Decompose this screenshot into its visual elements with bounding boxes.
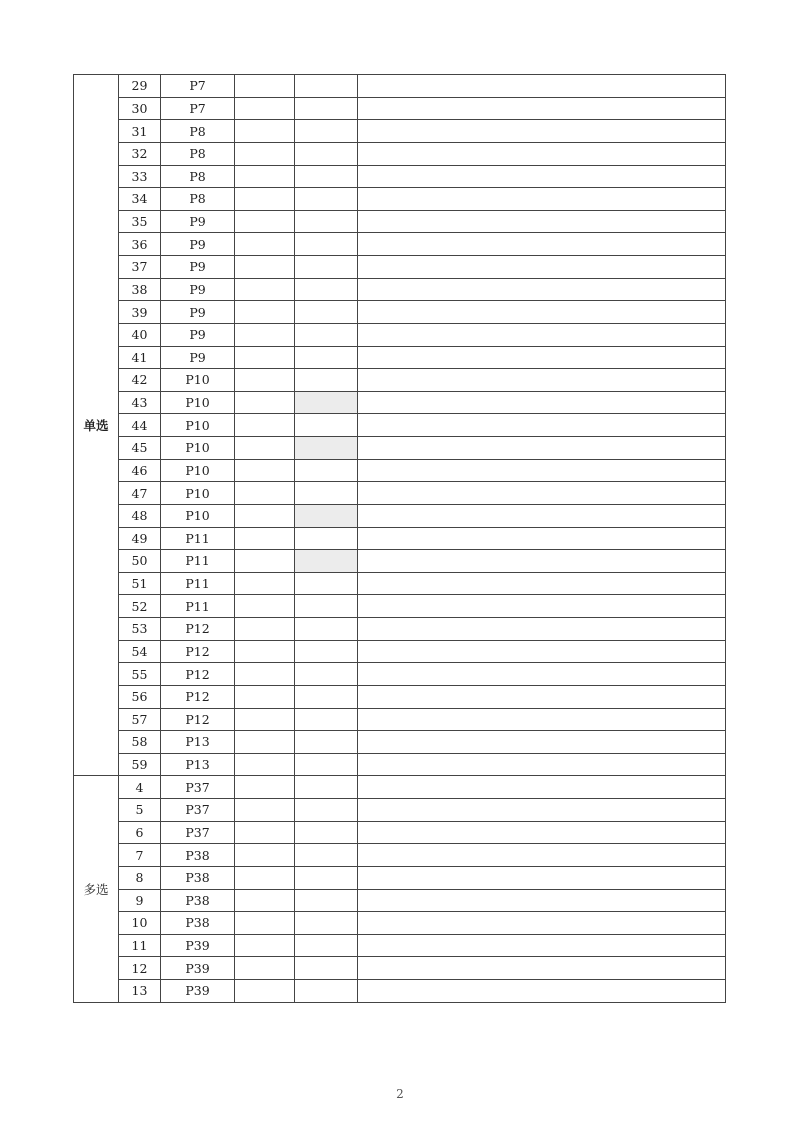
page-ref-cell: P38 <box>161 866 235 889</box>
table-row <box>74 482 726 505</box>
question-number-cell: 12 <box>119 957 161 980</box>
question-number-cell: 57 <box>119 708 161 731</box>
table-row <box>74 414 726 437</box>
page-ref-cell: P37 <box>161 776 235 799</box>
page-ref-cell: P12 <box>161 685 235 708</box>
blank-cell <box>295 97 358 120</box>
notes-cell <box>358 753 726 776</box>
question-number-cell: 32 <box>119 142 161 165</box>
notes-cell <box>358 572 726 595</box>
blank-cell <box>295 210 358 233</box>
page-ref-cell: P8 <box>161 142 235 165</box>
blank-cell <box>295 685 358 708</box>
blank-cell <box>295 618 358 641</box>
page-ref-cell: P39 <box>161 980 235 1003</box>
blank-cell <box>235 188 295 211</box>
notes-cell <box>358 595 726 618</box>
blank-cell <box>295 663 358 686</box>
table-row <box>74 957 726 980</box>
blank-cell <box>295 595 358 618</box>
blank-cell <box>295 844 358 867</box>
notes-cell <box>358 504 726 527</box>
page-ref-cell: P10 <box>161 504 235 527</box>
notes-cell <box>358 527 726 550</box>
notes-cell <box>358 301 726 324</box>
table-row <box>74 889 726 912</box>
question-number-cell: 36 <box>119 233 161 256</box>
notes-cell <box>358 866 726 889</box>
question-number-cell: 46 <box>119 459 161 482</box>
page-ref-cell: P7 <box>161 97 235 120</box>
question-number-cell: 8 <box>119 866 161 889</box>
table-row <box>74 866 726 889</box>
question-number-cell: 13 <box>119 980 161 1003</box>
notes-cell <box>358 482 726 505</box>
notes-cell <box>358 459 726 482</box>
table-row <box>74 323 726 346</box>
page-ref-cell: P9 <box>161 278 235 301</box>
page-ref-cell: P11 <box>161 550 235 573</box>
table-row <box>74 142 726 165</box>
blank-cell <box>235 210 295 233</box>
blank-cell <box>235 866 295 889</box>
page-ref-cell: P39 <box>161 957 235 980</box>
table-row <box>74 708 726 731</box>
notes-cell <box>358 142 726 165</box>
notes-cell <box>358 685 726 708</box>
question-number-cell: 42 <box>119 369 161 392</box>
blank-cell <box>235 912 295 935</box>
blank-cell <box>295 957 358 980</box>
question-number-cell: 49 <box>119 527 161 550</box>
notes-cell <box>358 165 726 188</box>
blank-cell <box>235 731 295 754</box>
table-row <box>74 504 726 527</box>
blank-cell <box>295 527 358 550</box>
notes-cell <box>358 799 726 822</box>
notes-cell <box>358 889 726 912</box>
page-ref-cell: P12 <box>161 640 235 663</box>
table-row <box>74 301 726 324</box>
notes-cell <box>358 346 726 369</box>
notes-cell <box>358 550 726 573</box>
blank-cell <box>235 640 295 663</box>
table-row <box>74 776 726 799</box>
question-number-cell: 51 <box>119 572 161 595</box>
blank-cell <box>295 256 358 279</box>
blank-cell <box>295 278 358 301</box>
question-number-cell: 48 <box>119 504 161 527</box>
notes-cell <box>358 210 726 233</box>
blank-cell <box>295 866 358 889</box>
notes-cell <box>358 391 726 414</box>
blank-cell <box>235 934 295 957</box>
blank-cell <box>235 323 295 346</box>
page-ref-cell: P9 <box>161 301 235 324</box>
blank-cell <box>235 165 295 188</box>
table-row <box>74 459 726 482</box>
blank-cell <box>235 233 295 256</box>
answer-table <box>73 74 726 1003</box>
shaded-cell <box>295 437 358 460</box>
blank-cell <box>235 527 295 550</box>
blank-cell <box>235 844 295 867</box>
notes-cell <box>358 912 726 935</box>
notes-cell <box>358 75 726 98</box>
question-number-cell: 59 <box>119 753 161 776</box>
blank-cell <box>235 957 295 980</box>
blank-cell <box>295 889 358 912</box>
blank-cell <box>235 278 295 301</box>
question-number-cell: 33 <box>119 165 161 188</box>
table-row <box>74 391 726 414</box>
question-number-cell: 7 <box>119 844 161 867</box>
table-row <box>74 844 726 867</box>
page-ref-cell: P10 <box>161 437 235 460</box>
blank-cell <box>235 391 295 414</box>
question-number-cell: 37 <box>119 256 161 279</box>
blank-cell <box>295 640 358 663</box>
question-number-cell: 43 <box>119 391 161 414</box>
page-ref-cell: P9 <box>161 323 235 346</box>
blank-cell <box>295 753 358 776</box>
notes-cell <box>358 980 726 1003</box>
table-row <box>74 210 726 233</box>
notes-cell <box>358 437 726 460</box>
blank-cell <box>235 301 295 324</box>
question-number-cell: 47 <box>119 482 161 505</box>
blank-cell <box>235 618 295 641</box>
page-ref-cell: P8 <box>161 165 235 188</box>
question-number-cell: 56 <box>119 685 161 708</box>
page-number: 2 <box>396 1087 404 1101</box>
page-ref-cell: P11 <box>161 527 235 550</box>
table-row <box>74 821 726 844</box>
blank-cell <box>235 120 295 143</box>
page-ref-cell: P9 <box>161 256 235 279</box>
question-number-cell: 41 <box>119 346 161 369</box>
table-row <box>74 346 726 369</box>
blank-cell <box>235 572 295 595</box>
page-ref-cell: P11 <box>161 572 235 595</box>
question-number-cell: 5 <box>119 799 161 822</box>
blank-cell <box>235 504 295 527</box>
question-number-cell: 30 <box>119 97 161 120</box>
notes-cell <box>358 256 726 279</box>
blank-cell <box>235 708 295 731</box>
shaded-cell <box>295 391 358 414</box>
blank-cell <box>235 753 295 776</box>
table-row <box>74 256 726 279</box>
blank-cell <box>295 233 358 256</box>
blank-cell <box>235 142 295 165</box>
blank-cell <box>235 595 295 618</box>
blank-cell <box>235 256 295 279</box>
group-label-cell: 单选 <box>74 75 119 776</box>
page-ref-cell: P10 <box>161 459 235 482</box>
table-row <box>74 663 726 686</box>
page-ref-cell: P38 <box>161 889 235 912</box>
page-ref-cell: P38 <box>161 912 235 935</box>
page-ref-cell: P37 <box>161 799 235 822</box>
page-ref-cell: P12 <box>161 663 235 686</box>
notes-cell <box>358 414 726 437</box>
question-number-cell: 11 <box>119 934 161 957</box>
table-row <box>74 120 726 143</box>
table-row <box>74 912 726 935</box>
notes-cell <box>358 821 726 844</box>
blank-cell <box>295 934 358 957</box>
notes-cell <box>358 233 726 256</box>
question-number-cell: 10 <box>119 912 161 935</box>
blank-cell <box>235 980 295 1003</box>
blank-cell <box>295 912 358 935</box>
page-ref-cell: P8 <box>161 120 235 143</box>
blank-cell <box>235 369 295 392</box>
table-row <box>74 572 726 595</box>
blank-cell <box>295 165 358 188</box>
page-ref-cell: P9 <box>161 210 235 233</box>
blank-cell <box>295 776 358 799</box>
table-row <box>74 278 726 301</box>
question-number-cell: 38 <box>119 278 161 301</box>
blank-cell <box>235 97 295 120</box>
notes-cell <box>358 120 726 143</box>
blank-cell <box>295 708 358 731</box>
table-row <box>74 934 726 957</box>
blank-cell <box>235 821 295 844</box>
notes-cell <box>358 844 726 867</box>
blank-cell <box>295 301 358 324</box>
page-ref-cell: P7 <box>161 75 235 98</box>
question-number-cell: 44 <box>119 414 161 437</box>
page-ref-cell: P39 <box>161 934 235 957</box>
notes-cell <box>358 708 726 731</box>
table-row <box>74 188 726 211</box>
question-number-cell: 39 <box>119 301 161 324</box>
blank-cell <box>295 821 358 844</box>
blank-cell <box>295 414 358 437</box>
blank-cell <box>235 550 295 573</box>
blank-cell <box>235 437 295 460</box>
page-ref-cell: P12 <box>161 618 235 641</box>
page-ref-cell: P10 <box>161 391 235 414</box>
question-number-cell: 4 <box>119 776 161 799</box>
table-row <box>74 618 726 641</box>
blank-cell <box>295 120 358 143</box>
page-ref-cell: P37 <box>161 821 235 844</box>
question-number-cell: 45 <box>119 437 161 460</box>
table-row <box>74 731 726 754</box>
blank-cell <box>295 142 358 165</box>
notes-cell <box>358 640 726 663</box>
page-ref-cell: P8 <box>161 188 235 211</box>
table-row <box>74 369 726 392</box>
question-number-cell: 50 <box>119 550 161 573</box>
blank-cell <box>295 188 358 211</box>
page-ref-cell: P11 <box>161 595 235 618</box>
blank-cell <box>295 323 358 346</box>
blank-cell <box>295 572 358 595</box>
question-number-cell: 52 <box>119 595 161 618</box>
blank-cell <box>235 75 295 98</box>
table-row <box>74 165 726 188</box>
page-ref-cell: P9 <box>161 346 235 369</box>
question-number-cell: 54 <box>119 640 161 663</box>
question-number-cell: 53 <box>119 618 161 641</box>
notes-cell <box>358 663 726 686</box>
table-body <box>74 75 726 1003</box>
blank-cell <box>295 731 358 754</box>
blank-cell <box>295 980 358 1003</box>
notes-cell <box>358 934 726 957</box>
table-row <box>74 799 726 822</box>
blank-cell <box>235 889 295 912</box>
notes-cell <box>358 369 726 392</box>
page-ref-cell: P13 <box>161 731 235 754</box>
shaded-cell <box>295 504 358 527</box>
blank-cell <box>235 776 295 799</box>
notes-cell <box>358 97 726 120</box>
blank-cell <box>295 75 358 98</box>
table-row <box>74 233 726 256</box>
blank-cell <box>295 799 358 822</box>
blank-cell <box>235 459 295 482</box>
page-ref-cell: P13 <box>161 753 235 776</box>
page-ref-cell: P10 <box>161 414 235 437</box>
question-number-cell: 34 <box>119 188 161 211</box>
notes-cell <box>358 188 726 211</box>
question-number-cell: 55 <box>119 663 161 686</box>
question-number-cell: 31 <box>119 120 161 143</box>
page-ref-cell: P10 <box>161 482 235 505</box>
question-number-cell: 40 <box>119 323 161 346</box>
notes-cell <box>358 776 726 799</box>
blank-cell <box>295 346 358 369</box>
page-ref-cell: P38 <box>161 844 235 867</box>
table-row <box>74 640 726 663</box>
blank-cell <box>295 459 358 482</box>
blank-cell <box>235 685 295 708</box>
blank-cell <box>235 799 295 822</box>
table-row <box>74 980 726 1003</box>
table-row <box>74 97 726 120</box>
table-row <box>74 550 726 573</box>
blank-cell <box>295 482 358 505</box>
notes-cell <box>358 957 726 980</box>
table-row <box>74 75 726 98</box>
notes-cell <box>358 731 726 754</box>
page-ref-cell: P12 <box>161 708 235 731</box>
question-number-cell: 29 <box>119 75 161 98</box>
question-number-cell: 35 <box>119 210 161 233</box>
table-row <box>74 527 726 550</box>
page-ref-cell: P10 <box>161 369 235 392</box>
shaded-cell <box>295 550 358 573</box>
blank-cell <box>235 414 295 437</box>
blank-cell <box>295 369 358 392</box>
table-row <box>74 753 726 776</box>
blank-cell <box>235 663 295 686</box>
question-number-cell: 6 <box>119 821 161 844</box>
table-row <box>74 685 726 708</box>
blank-cell <box>235 346 295 369</box>
notes-cell <box>358 618 726 641</box>
blank-cell <box>235 482 295 505</box>
table-row <box>74 595 726 618</box>
notes-cell <box>358 323 726 346</box>
page-ref-cell: P9 <box>161 233 235 256</box>
table-row <box>74 437 726 460</box>
question-number-cell: 58 <box>119 731 161 754</box>
notes-cell <box>358 278 726 301</box>
group-label-cell: 多选 <box>74 776 119 1002</box>
question-number-cell: 9 <box>119 889 161 912</box>
